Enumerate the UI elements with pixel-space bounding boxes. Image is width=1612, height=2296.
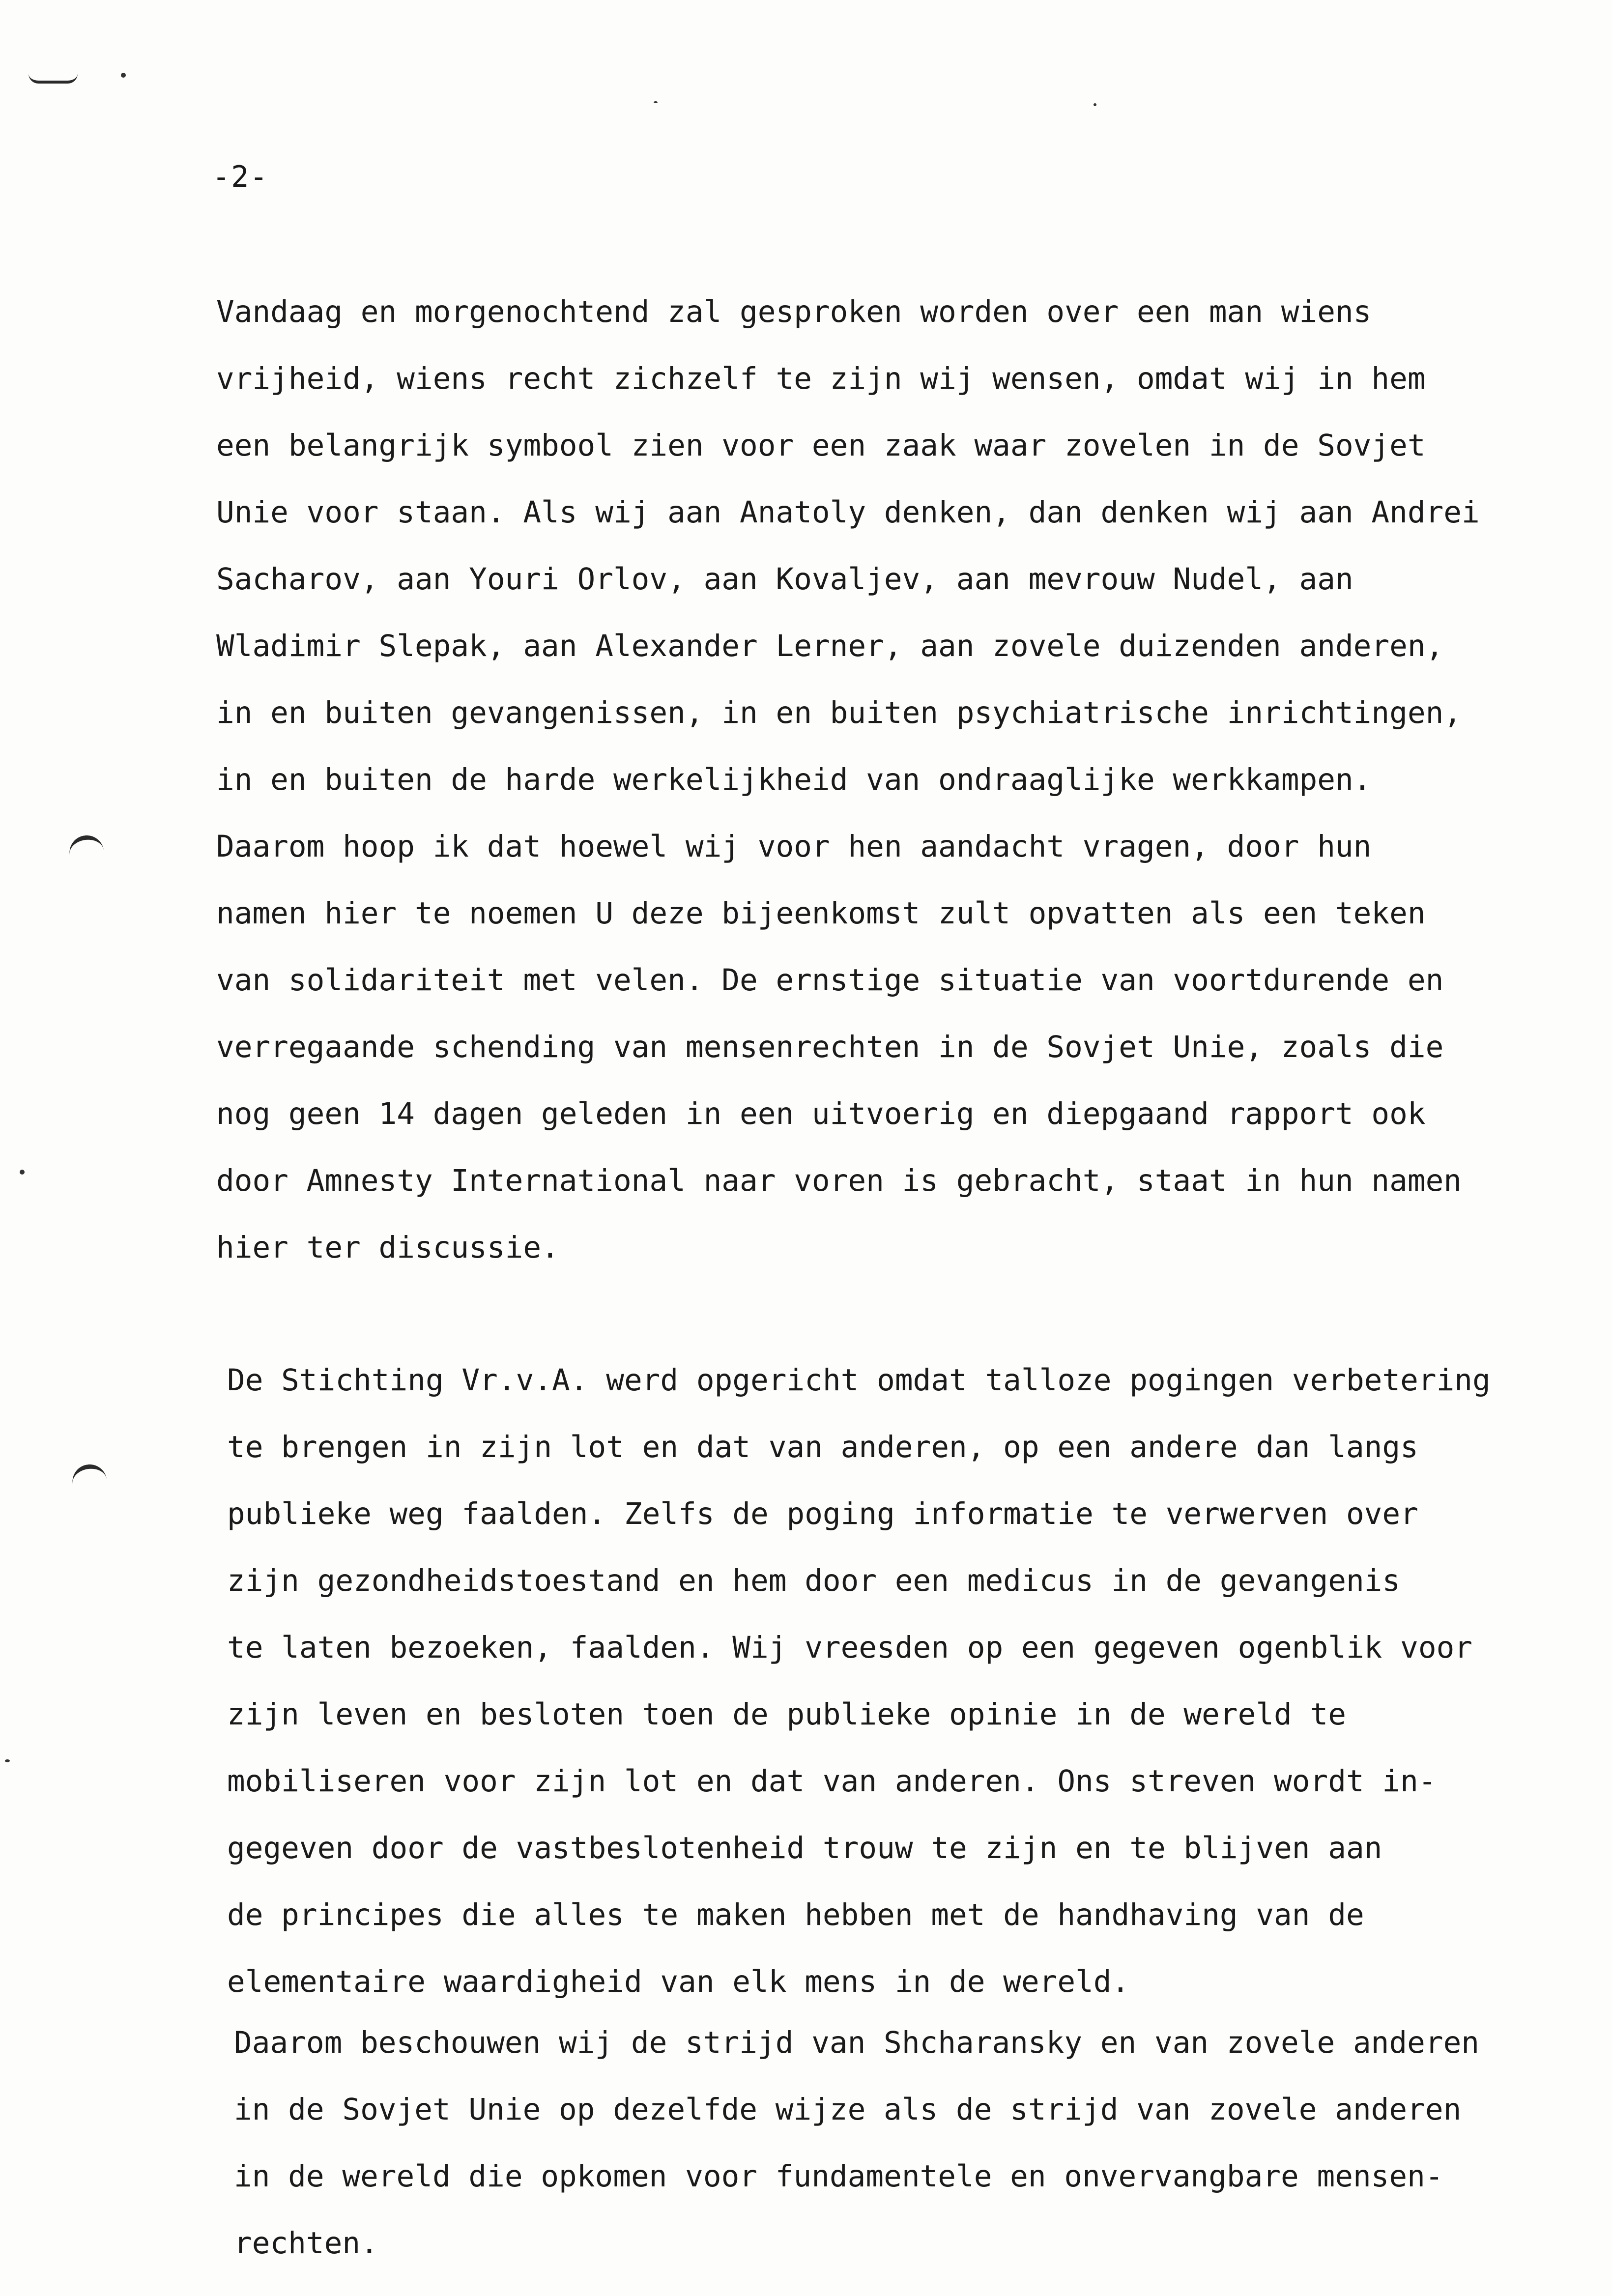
text-line: verregaande schending van mensenrechten in de Sovjet Unie, zoals die bbox=[216, 1030, 1444, 1064]
text-line: in de Sovjet Unie op dezelfde wijze als de strijd van zovele anderen bbox=[234, 2092, 1462, 2127]
text-line: van solidariteit met velen. De ernstige situatie van voortdurende en bbox=[216, 963, 1444, 998]
text-line: elementaire waardigheid van elk mens in de wereld. bbox=[227, 1964, 1130, 1999]
text-line: rechten. bbox=[234, 2226, 378, 2261]
text-line: in en buiten de harde werkelijkheid van ondraaglijke werkkampen. bbox=[216, 762, 1372, 797]
punch-hole-mark bbox=[70, 1462, 108, 1491]
text-line: Wladimir Slepak, aan Alexander Lerner, aan zovele duizenden anderen, bbox=[216, 629, 1444, 663]
text-line: hier ter discussie. bbox=[216, 1230, 559, 1265]
text-line: in de wereld die opkomen voor fundamentele en onvervangbare mensen- bbox=[234, 2159, 1443, 2194]
text-line: te brengen in zijn lot en dat van anderen, op een andere dan langs bbox=[227, 1430, 1418, 1464]
scan-speck bbox=[121, 73, 126, 78]
punch-hole-mark bbox=[67, 833, 105, 861]
text-line: een belangrijk symbool zien voor een zaak waar zovelen in de Sovjet bbox=[216, 428, 1426, 463]
text-line: Daarom hoop ik dat hoewel wij voor hen aandacht vragen, door hun bbox=[216, 829, 1372, 864]
text-line: de principes die alles te maken hebben met de handhaving van de bbox=[227, 1897, 1364, 1932]
text-line: zijn gezondheidstoestand en hem door een medicus in de gevangenis bbox=[227, 1563, 1401, 1598]
text-line: Sacharov, aan Youri Orlov, aan Kovaljev, aan mevrouw Nudel, aan bbox=[216, 562, 1353, 597]
text-line: namen hier te noemen U deze bijeenkomst zult opvatten als een teken bbox=[216, 896, 1426, 931]
text-line: in en buiten gevangenissen, in en buiten psychiatrische inrichtingen, bbox=[216, 695, 1462, 730]
text-line: Daarom beschouwen wij de strijd van Shcharansky en van zovele anderen bbox=[234, 2025, 1480, 2060]
text-line: te laten bezoeken, faalden. Wij vreesden op een gegeven ogenblik voor bbox=[227, 1630, 1473, 1665]
text-line: zijn leven en besloten toen de publieke opinie in de wereld te bbox=[227, 1697, 1346, 1732]
scan-speck bbox=[1094, 103, 1096, 106]
text-line: Vandaag en morgenochtend zal gesproken worden over een man wiens bbox=[216, 294, 1372, 329]
scan-mark bbox=[29, 74, 78, 84]
text-line: vrijheid, wiens recht zichzelf te zijn wij wensen, omdat wij in hem bbox=[216, 361, 1426, 396]
text-line: publieke weg faalden. Zelfs de poging informatie te verwerven over bbox=[227, 1496, 1418, 1531]
scan-speck bbox=[654, 101, 658, 103]
text-line: nog geen 14 dagen geleden in een uitvoerig en diepgaand rapport ook bbox=[216, 1096, 1426, 1131]
text-line: mobiliseren voor zijn lot en dat van anderen. Ons streven wordt in- bbox=[227, 1764, 1437, 1799]
text-line: De Stichting Vr.v.A. werd opgericht omdat talloze pogingen verbetering bbox=[227, 1363, 1491, 1398]
scan-speck bbox=[5, 1759, 10, 1762]
text-line: door Amnesty International naar voren is gebracht, staat in hun namen bbox=[216, 1163, 1462, 1198]
scan-speck bbox=[20, 1170, 25, 1175]
page-number: -2- bbox=[212, 160, 269, 194]
text-line: gegeven door de vastbeslotenheid trouw te zijn en te blijven aan bbox=[227, 1831, 1382, 1866]
text-line: Unie voor staan. Als wij aan Anatoly denken, dan denken wij aan Andrei bbox=[216, 495, 1480, 530]
